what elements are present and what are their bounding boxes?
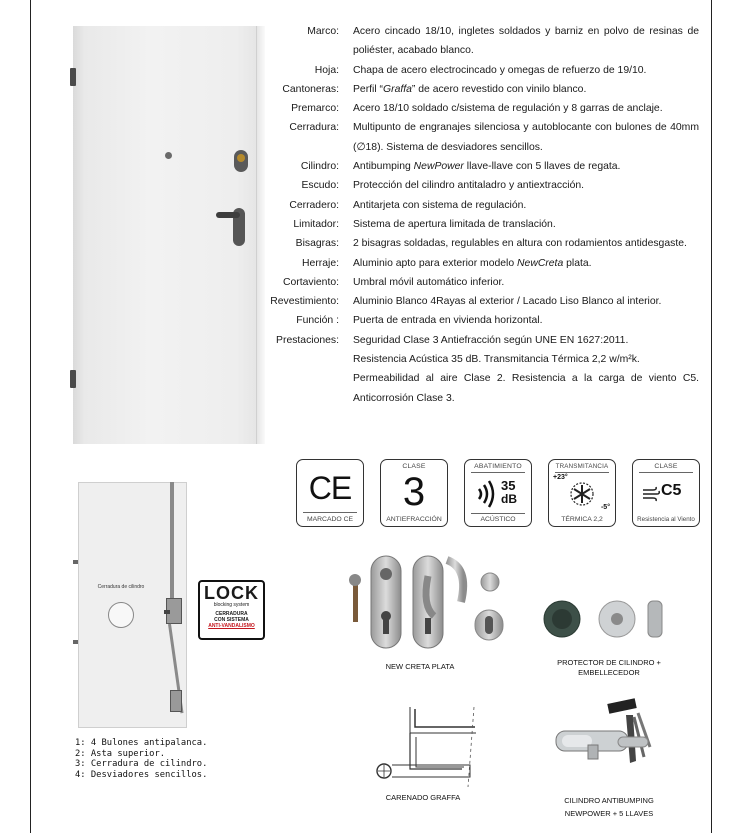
handle-lever <box>216 212 240 218</box>
caption-creta: NEW CRETA PLATA <box>385 662 455 671</box>
ce-mark: CE <box>308 470 352 506</box>
spec-label: Cerradura: <box>289 122 339 134</box>
spec-value-part: Perfil “ <box>353 83 384 95</box>
snowflake-icon <box>565 479 599 509</box>
spec-value: Acero 18/10 soldado c/sistema de regulación y 8 garras de anclaje. <box>353 103 663 115</box>
hinge-mark <box>73 560 78 564</box>
badge-termica-top: TRANSMITANCIA <box>555 463 609 470</box>
badge-ce <box>296 459 364 527</box>
spec-label: Prestaciones: <box>276 334 339 346</box>
spec-label: Hoja: <box>314 64 339 76</box>
hinge-top <box>70 68 76 86</box>
lock-logo-sub: blocking system <box>213 602 250 608</box>
spec-list <box>266 22 702 408</box>
spec-value <box>353 157 699 176</box>
badge-viento-label: Resistencia al Viento <box>637 516 695 523</box>
caption-protector: PROTECTOR DE CILINDRO + EMBELLECEDOR <box>557 658 661 677</box>
spec-value: Resistencia Acústica 35 dB. Transmitancia Térmica 2,2 w/m²k. <box>353 354 640 366</box>
bolt <box>164 610 170 614</box>
spec-value: Umbral móvil automático inferior. <box>353 276 505 288</box>
spec-label <box>266 369 339 408</box>
badge-clase-number: 3 <box>402 470 426 514</box>
badge-clase-top: CLASE <box>402 463 426 470</box>
badge-viento <box>632 459 700 527</box>
cylinder-circle <box>108 602 134 628</box>
creta-hardware-image <box>345 552 505 652</box>
lock-logo-red: ANTI-VANDALISMO <box>208 623 255 629</box>
spec-row <box>266 215 702 234</box>
lock-cylinder-rose <box>234 150 248 172</box>
badge-acustico-top: ABATIMIENTO <box>474 463 522 470</box>
spec-label: Función : <box>296 315 339 327</box>
cylinder-protector-image <box>540 595 670 645</box>
spec-row <box>266 22 702 61</box>
spec-value-part: plata. <box>563 257 592 269</box>
spec-label: Cortaviento: <box>282 276 339 288</box>
diagram-legend <box>75 738 207 780</box>
badge-viento-value: C5 <box>661 482 682 499</box>
badge-ce-label: MARCADO CE <box>306 516 354 523</box>
badge-clase-3 <box>380 459 448 527</box>
peephole <box>165 152 172 159</box>
spec-value: Permeabilidad al aire Clase 2. Resistencia a la carga de viento C5. Anticorrosión Clase 3. <box>353 373 699 404</box>
spec-row <box>266 273 702 292</box>
badge-acustico-label: ACÚSTICO <box>480 516 516 523</box>
cylinder-lock-label: Cerradura de cilindro <box>97 584 145 590</box>
spec-value: Protección del cilindro antitaladro y antiextracción. <box>353 180 585 192</box>
spec-value: Sistema de apertura limitada de translación. <box>353 218 556 230</box>
legend-item: 2: Asta superior. <box>75 748 166 759</box>
spec-label: Bisagras: <box>295 238 339 250</box>
page-border-right <box>711 0 712 833</box>
spec-row <box>266 176 702 195</box>
spec-row <box>266 99 702 118</box>
lock-blocking-system-logo <box>198 580 265 640</box>
lock-logo-word: LOCK <box>204 583 259 603</box>
badge-termica <box>548 459 616 527</box>
spec-row <box>266 61 702 80</box>
spec-label <box>266 350 339 369</box>
spec-row <box>266 234 702 253</box>
spec-value-part: Aluminio apto para exterior modelo <box>353 257 518 269</box>
spec-label: Premarco: <box>291 103 339 115</box>
badge-acustico <box>464 459 532 527</box>
spec-value-part: llave-llave con 5 llaves de regata. <box>463 161 621 173</box>
badge-viento-top: CLASE <box>654 463 678 470</box>
badge-termica-lo: -5° <box>600 504 610 511</box>
caption-cilindro-2: NEWPOWER + 5 LLAVES <box>564 809 654 818</box>
bottom-deviator <box>170 690 182 712</box>
hinge-mark <box>73 640 78 644</box>
badge-acustico-unit: dB <box>501 492 517 506</box>
spec-label: Cerradero: <box>289 199 339 211</box>
door-frame-edge <box>256 26 265 444</box>
spec-value: Aluminio Blanco 4Rayas al exterior / Lacado Liso Blanco al interior. <box>353 296 662 308</box>
spec-label: Cantoneras: <box>282 83 339 95</box>
page-border-left <box>30 0 31 833</box>
caption-cilindro-1: CILINDRO ANTIBUMPING <box>564 796 654 805</box>
badge-acustico-value: 35 <box>501 478 516 493</box>
spec-label: Herraje: <box>302 257 339 269</box>
spec-row <box>266 118 702 157</box>
spec-value-part: Antibumping <box>353 161 414 173</box>
spec-row <box>266 369 702 408</box>
spec-value-part: NewCreta <box>517 257 564 269</box>
wind-icon <box>642 486 660 502</box>
spec-row <box>266 196 702 215</box>
caption-graffa: CARENADO GRAFFA <box>385 793 461 802</box>
spec-value: Antitarjeta con sistema de regulación. <box>353 199 527 211</box>
spec-label: Marco: <box>307 26 339 37</box>
spec-row <box>266 350 702 369</box>
spec-value-part: Graffa <box>383 83 412 95</box>
spec-label: Limitador: <box>293 218 339 230</box>
spec-value: Acero cincado 18/10, ingletes soldados y barniz en polvo de resinas de poliéster, acabado blanco. <box>353 26 699 57</box>
spec-value: Seguridad Clase 3 Antiefracción según UNE EN 1627:2011. <box>353 334 629 346</box>
legend-item: 4: Desviadores sencillos. <box>75 769 208 780</box>
hinge-bottom <box>70 370 76 388</box>
badge-termica-label: TÉRMICA 2,2 <box>561 516 603 523</box>
upper-rod <box>170 482 174 602</box>
badge-clase-label: ANTIEFRACCIÓN <box>386 516 442 523</box>
spec-value: Multipunto de engranajes silenciosa y autoblocante con bulones de 40mm (∅18). Sistema de desviadores sencillos. <box>353 122 699 153</box>
spec-value: Puerta de entrada en vivienda horizontal. <box>353 315 543 327</box>
spec-value: Chapa de acero electrocincado y omegas de refuerzo de 19/10. <box>353 64 647 76</box>
spec-value: 2 bisagras soldadas, regulables en altura con rodamientos antidesgaste. <box>353 238 687 250</box>
spec-value-part: NewPower <box>413 161 464 173</box>
spec-value-part: ” de acero revestido con vinilo blanco. <box>411 83 587 95</box>
lock-logo-line1: CERRADURA <box>215 611 248 617</box>
lock-logo-line2: CON SISTEMA <box>214 617 249 623</box>
spec-row <box>266 331 702 350</box>
spec-row <box>266 80 702 99</box>
graffa-profile-image <box>370 705 480 787</box>
spec-label: Escudo: <box>301 180 339 192</box>
sound-waves-icon <box>473 480 499 508</box>
legend-item: 3: Cerradura de cilindro. <box>75 759 208 769</box>
spec-row <box>266 311 702 330</box>
spec-label: Revestimiento: <box>270 296 339 308</box>
spec-row <box>266 292 702 311</box>
spec-label: Cilindro: <box>300 161 339 173</box>
spec-value <box>353 80 699 99</box>
legend-item: 1: 4 Bulones antipalanca. <box>75 738 208 748</box>
spec-value <box>353 254 699 273</box>
badge-termica-hi: +23° <box>553 474 568 481</box>
spec-row <box>266 254 702 273</box>
cylinder-keys-image <box>548 693 668 783</box>
spec-row <box>266 157 702 176</box>
